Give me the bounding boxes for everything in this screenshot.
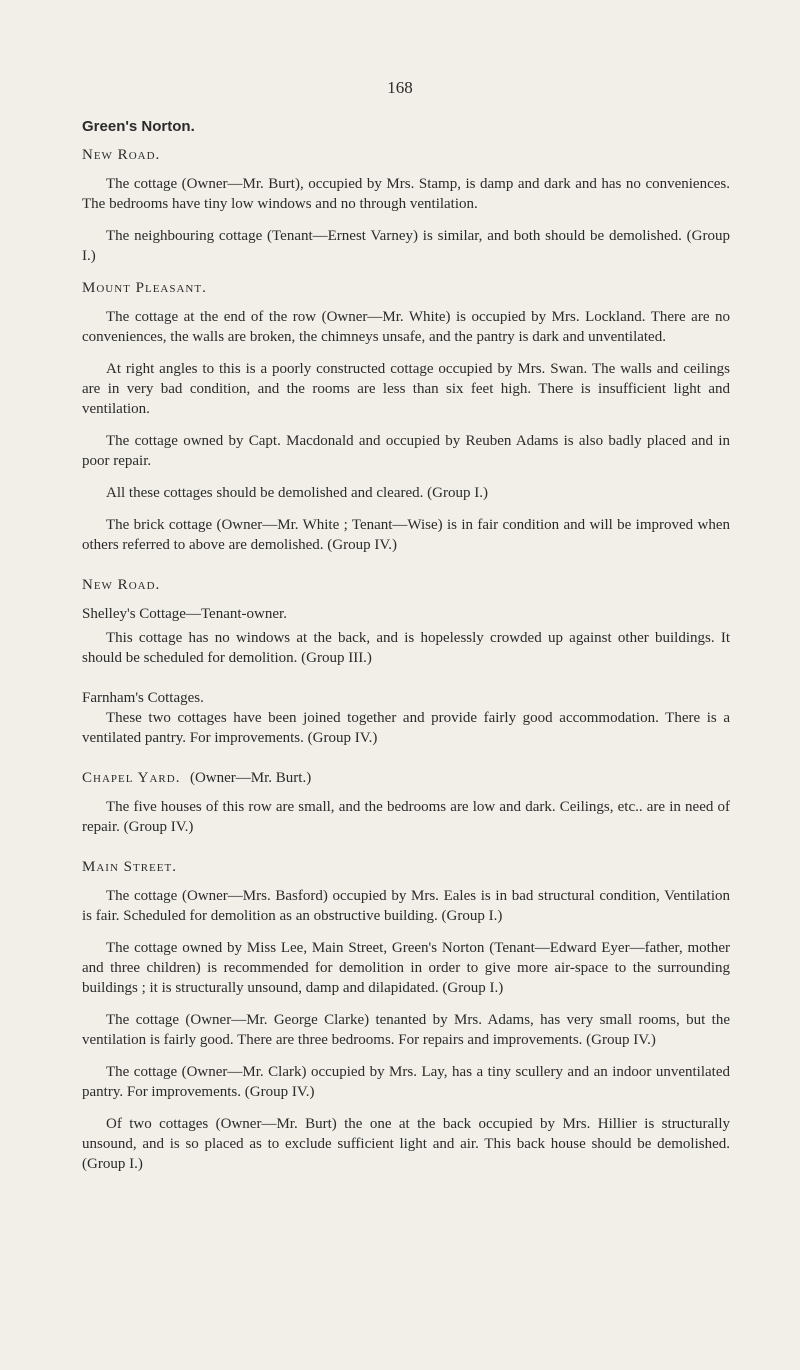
section-title-row	[82, 768, 730, 788]
paragraph: This cottage has no windows at the back, and is hopelessly crowded up against other buildings. It should be scheduled for demolition. (Group III.)	[82, 630, 730, 666]
paragraph: The cottage (Owner—Mr. George Clarke) tenanted by Mrs. Adams, has very small rooms, but the ventilation is fairly good. There are three bedrooms. For repairs and improvements. (Group IV.)	[82, 1012, 730, 1048]
section-chapel-yard	[82, 768, 730, 837]
paragraph: The five houses of this row are small, and the bedrooms are low and dark. Ceilings, etc.. are in need of repair. (Group IV.)	[82, 799, 730, 835]
place-title: Green's Norton.	[82, 118, 195, 135]
page-number: 168	[387, 78, 413, 97]
paragraph: The neighbouring cottage (Tenant—Ernest Varney) is similar, and both should be demolished. (Group I.)	[82, 228, 730, 264]
paragraph: The cottage (Owner—Mr. Burt), occupied by Mrs. Stamp, is damp and dark and has no conveniences. The bedrooms have tiny low windows and no through ventilation.	[82, 176, 730, 212]
paragraph: At right angles to this is a poorly constructed cottage occupied by Mrs. Swan. The walls and ceilings are in very bad condition, and the rooms are less than six feet high. There is insufficient light and ventilation.	[82, 361, 730, 417]
document-body	[82, 118, 730, 1186]
paragraph: The cottage owned by Capt. Macdonald and occupied by Reuben Adams is also badly placed and in poor repair.	[82, 433, 730, 469]
section-main-street	[82, 857, 730, 1174]
section-new-road-2	[82, 575, 730, 668]
section-farnhams-cottages	[82, 688, 730, 748]
subheading: Farnham's Cottages.	[82, 690, 204, 706]
paragraph: Of two cottages (Owner—Mr. Burt) the one at the back occupied by Mrs. Hillier is structurally unsound, and is so placed as to exclude sufficient light and air. This back house should be demolished. (Group I.)	[82, 1116, 730, 1172]
section-title: New Road.	[82, 147, 161, 163]
section-title: New Road.	[82, 577, 161, 593]
section-title: Chapel Yard.	[82, 770, 181, 786]
paragraph: All these cottages should be demolished and cleared. (Group I.)	[106, 485, 488, 501]
paragraph: The cottage (Owner—Mr. Clark) occupied by Mrs. Lay, has a tiny scullery and an indoor unventilated pantry. For improvements. (Group IV.)	[82, 1064, 730, 1100]
section-mount-pleasant	[82, 278, 730, 555]
section-new-road	[82, 145, 730, 266]
paragraph: The cottage (Owner—Mrs. Basford) occupied by Mrs. Eales is in bad structural condition, Ventilation is fair. Scheduled for demolition as an obstructive building. (Group I.)	[82, 888, 730, 924]
paragraph: The brick cottage (Owner—Mr. White ; Tenant—Wise) is in fair condition and will be improved when others referred to above are demolished. (Group IV.)	[82, 517, 730, 553]
section-title: Main Street.	[82, 859, 177, 875]
paragraph: These two cottages have been joined together and provide fairly good accommodation. There is a ventilated pantry. For improvements. (Group IV.)	[82, 710, 730, 746]
paragraph: The cottage at the end of the row (Owner—Mr. White) is occupied by Mrs. Lockland. There are no conveniences, the walls are broken, the chimneys unsafe, and the pantry is dark and unventilated.	[82, 309, 730, 345]
paragraph: The cottage owned by Miss Lee, Main Street, Green's Norton (Tenant—Edward Eyer—father, mother and three children) is recommended for demolition in order to give more air-space to the surrounding buildings ; it is structurally unsound, damp and dilapidated. (Group I.)	[82, 940, 730, 996]
subheading: Shelley's Cottage—Tenant-owner.	[82, 606, 287, 622]
section-title-suffix: (Owner—Mr. Burt.)	[189, 770, 312, 786]
section-title: Mount Pleasant.	[82, 280, 207, 296]
